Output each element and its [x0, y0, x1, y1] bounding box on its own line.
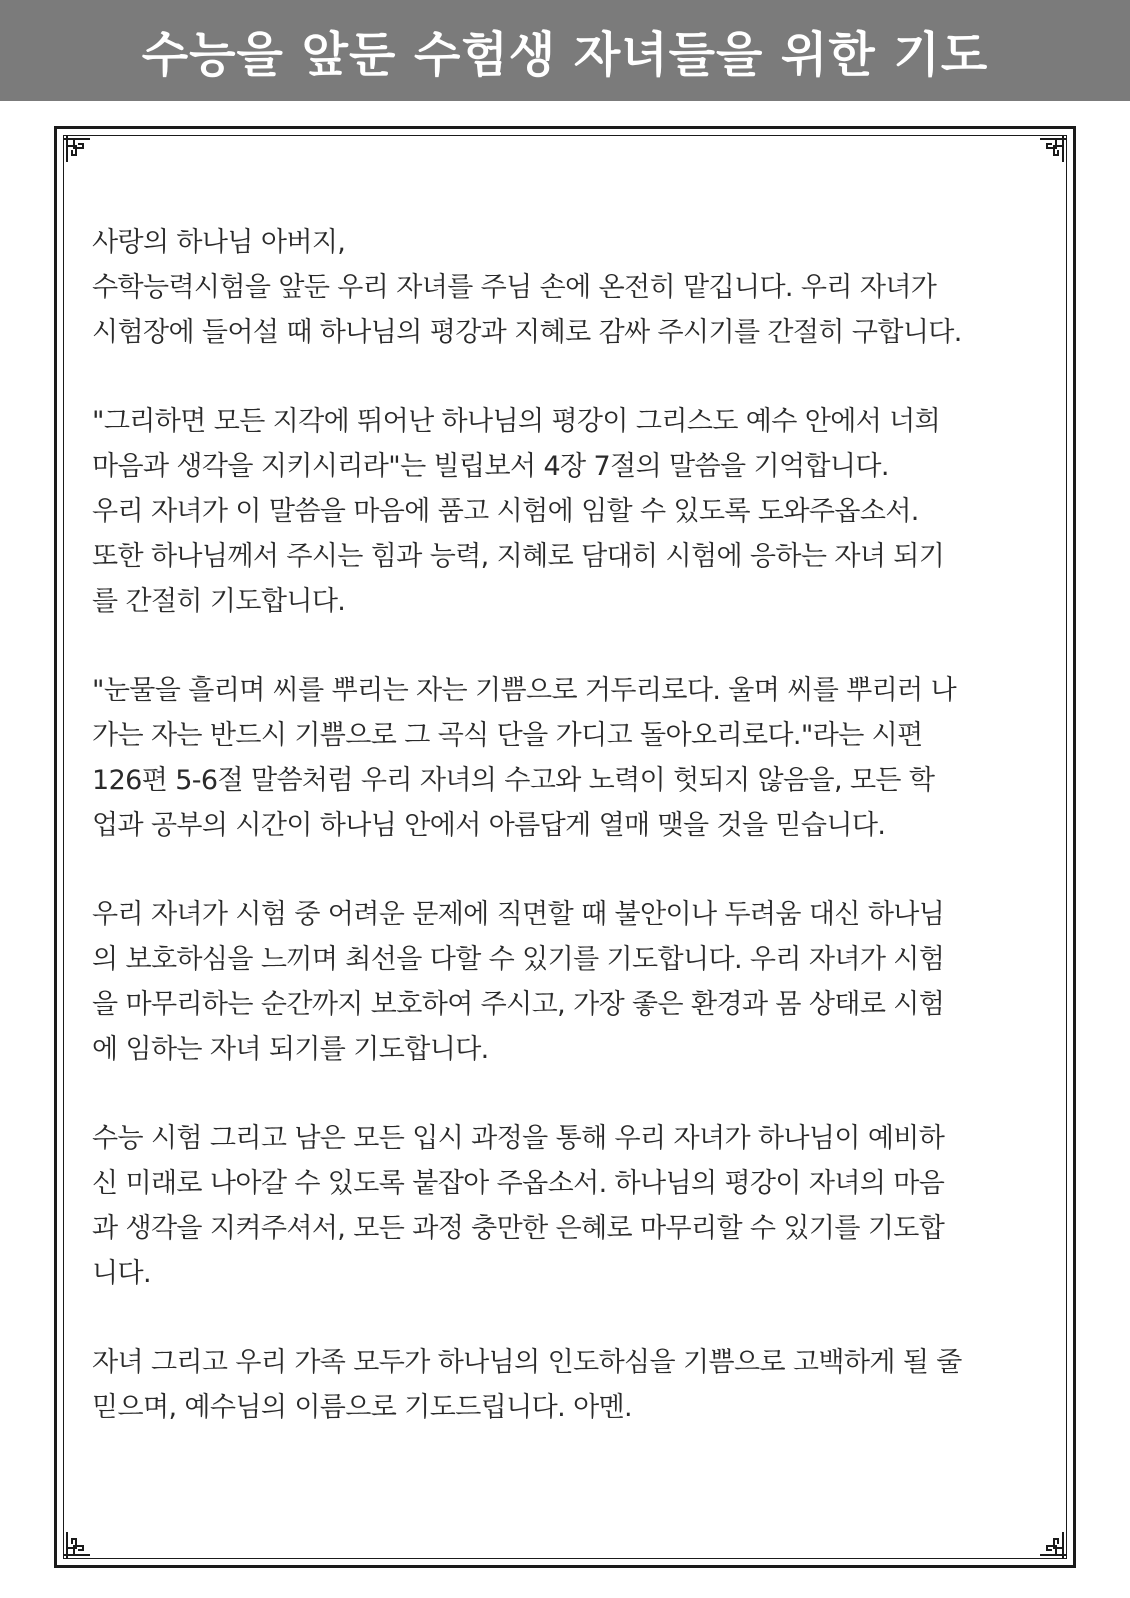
- prayer-body: [92, 220, 1038, 1474]
- text-line: 니다.: [92, 1258, 151, 1289]
- text-line: 우리 자녀가 시험 중 어려운 문제에 직면할 때 불안이나 두려움 대신 하나님: [92, 899, 945, 930]
- corner-ornament-icon: [1036, 136, 1066, 166]
- paragraph: [92, 1116, 1038, 1296]
- paragraph: [92, 1340, 1038, 1430]
- text-line: 믿으며, 예수님의 이름으로 기도드립니다. 아멘.: [92, 1392, 633, 1423]
- text-line: 를 간절히 기도합니다.: [92, 586, 346, 617]
- corner-ornament-icon: [1036, 1528, 1066, 1558]
- page-title: 수능을 앞둔 수험생 자녀들을 위한 기도: [141, 27, 989, 83]
- text-line: "눈물을 흘리며 씨를 뿌리는 자는 기쁨으로 거두리로다. 울며 씨를 뿌리러 나: [92, 675, 957, 706]
- text-line: 마음과 생각을 지키시리라"는 빌립보서 4장 7절의 말씀을 기억합니다.: [92, 451, 889, 482]
- text-line: 가는 자는 반드시 기쁨으로 그 곡식 단을 가디고 돌아오리로다."라는 시편: [92, 720, 923, 751]
- text-line: 과 생각을 지켜주셔서, 모든 과정 충만한 은혜로 마무리할 수 있기를 기도합: [92, 1213, 945, 1244]
- text-line: 126편 5-6절 말씀처럼 우리 자녀의 수고와 노력이 헛되지 않음을, 모든 학: [92, 765, 935, 796]
- corner-ornament-icon: [64, 1528, 94, 1558]
- text-line: 업과 공부의 시간이 하나님 안에서 아름답게 열매 맺을 것을 믿습니다.: [92, 810, 886, 841]
- text-line: 수능 시험 그리고 남은 모든 입시 과정을 통해 우리 자녀가 하나님이 예비하: [92, 1123, 945, 1154]
- text-line: "그리하면 모든 지각에 뛰어난 하나님의 평강이 그리스도 예수 안에서 너희: [92, 406, 941, 437]
- text-line: 에 임하는 자녀 되기를 기도합니다.: [92, 1034, 489, 1065]
- paragraph: [92, 220, 1038, 355]
- text-line: 을 마무리하는 순간까지 보호하여 주시고, 가장 좋은 환경과 몸 상태로 시험: [92, 989, 945, 1020]
- text-line: 신 미래로 나아갈 수 있도록 붙잡아 주옵소서. 하나님의 평강이 자녀의 마음: [92, 1168, 945, 1199]
- text-line: 시험장에 들어설 때 하나님의 평강과 지혜로 감싸 주시기를 간절히 구합니다.: [92, 317, 962, 348]
- paragraph: [92, 399, 1038, 624]
- title-bar: [0, 0, 1130, 101]
- paragraph: [92, 668, 1038, 848]
- text-line: 자녀 그리고 우리 가족 모두가 하나님의 인도하심을 기쁨으로 고백하게 될 줄: [92, 1347, 962, 1378]
- text-line: 수학능력시험을 앞둔 우리 자녀를 주님 손에 온전히 맡깁니다. 우리 자녀가: [92, 272, 937, 303]
- paragraph: [92, 892, 1038, 1072]
- corner-ornament-icon: [64, 136, 94, 166]
- text-line: 의 보호하심을 느끼며 최선을 다할 수 있기를 기도합니다. 우리 자녀가 시험: [92, 944, 945, 975]
- text-line: 우리 자녀가 이 말씀을 마음에 품고 시험에 임할 수 있도록 도와주옵소서.: [92, 496, 919, 527]
- text-line: 또한 하나님께서 주시는 힘과 능력, 지혜로 담대히 시험에 응하는 자녀 되기: [92, 541, 945, 572]
- text-line: 사랑의 하나님 아버지,: [92, 227, 346, 258]
